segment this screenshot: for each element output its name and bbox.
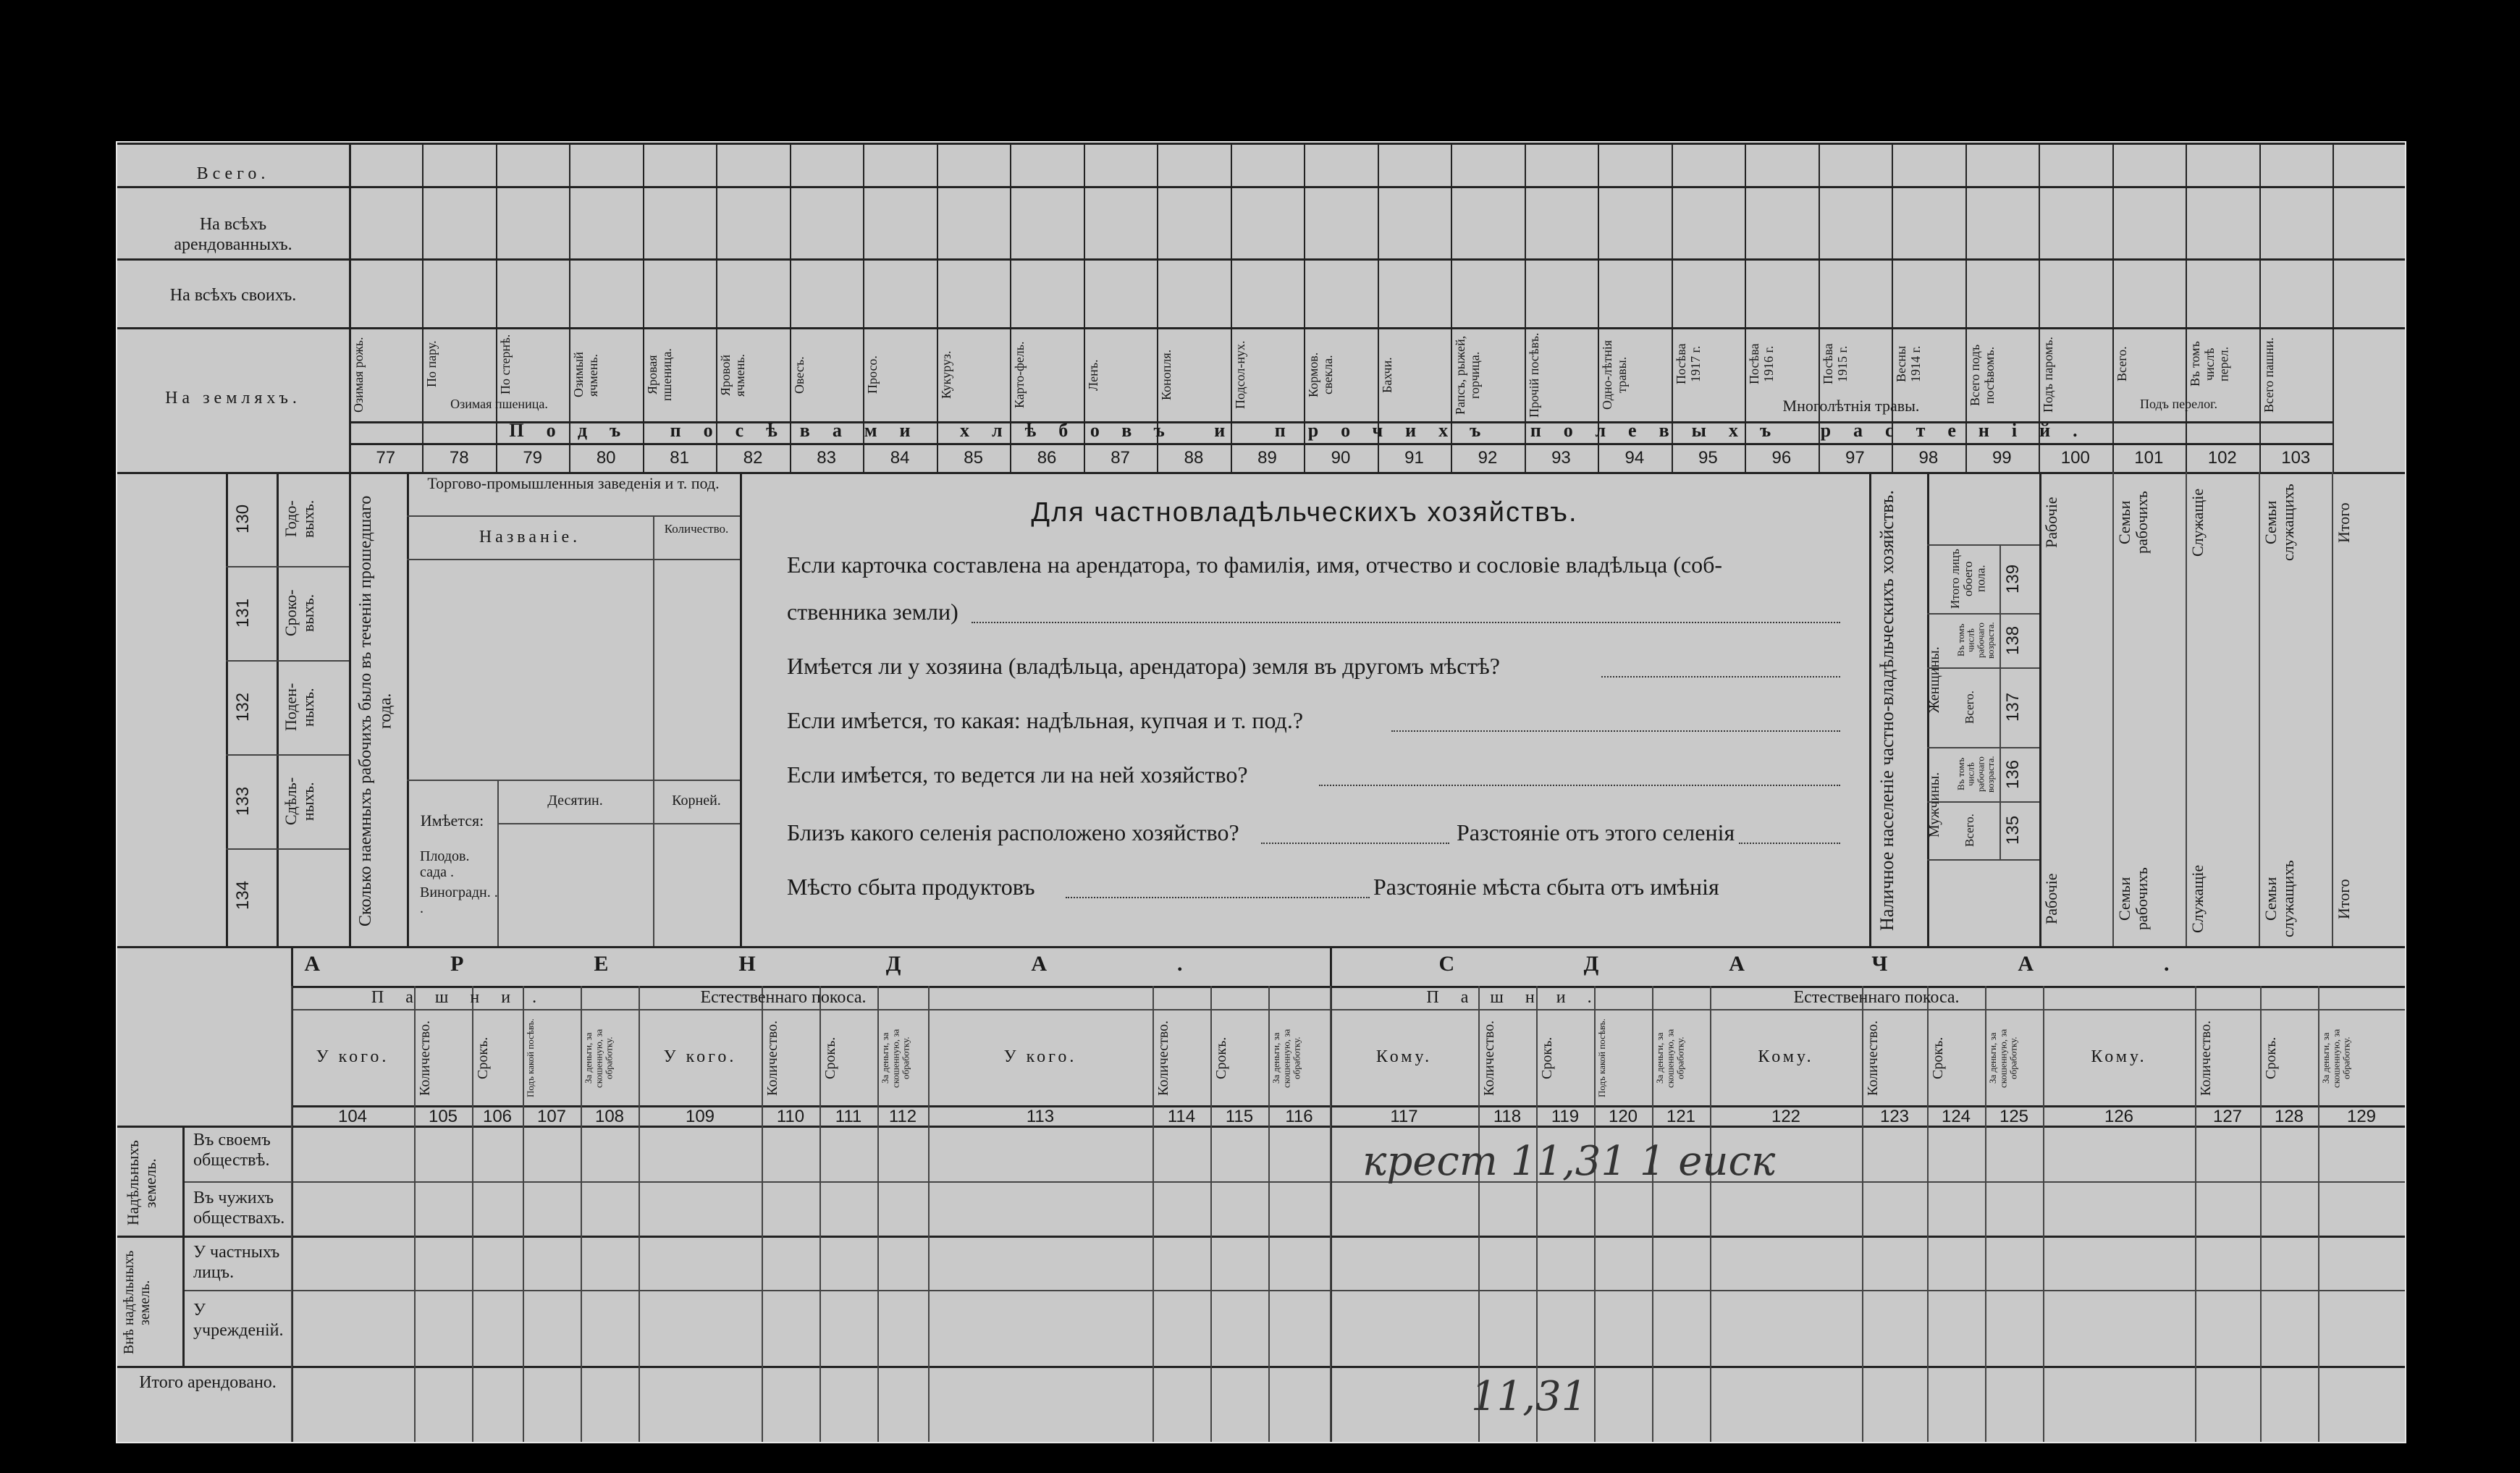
worker-type-label: Поден-ныхъ.	[282, 683, 318, 732]
rental-column-header: За деньги, за скошенную, за обработку.	[1987, 1029, 2019, 1088]
column-number: 78	[449, 448, 469, 468]
perennial-grasses-label: Многолѣтнія травы.	[1782, 397, 1920, 415]
worker-row-number: 130	[233, 504, 253, 534]
rental-column-header: Подъ какой посѣвъ.	[1596, 1018, 1607, 1098]
column-number: 80	[596, 448, 616, 468]
column-number: 123	[1879, 1107, 1910, 1126]
row-label-total: Всего.	[196, 164, 270, 183]
crop-header: Въ томъ числѣ перел.	[2188, 341, 2231, 387]
row-private-persons: У частныхъ лицъ.	[193, 1243, 280, 1282]
population-column-label: Итого	[2335, 879, 2353, 919]
column-number: 77	[376, 448, 396, 468]
population-column-label: Семьи служащихъ	[2262, 860, 2298, 938]
column-number: 114	[1167, 1107, 1196, 1126]
crop-header: Прочій посѣвъ.	[1526, 332, 1541, 418]
column-number: 94	[1624, 448, 1645, 468]
column-number: 97	[1845, 448, 1865, 468]
rental-column-header: У кого.	[316, 1047, 389, 1066]
column-number: 120	[1608, 1107, 1638, 1126]
population-column-label: Семьи служащихъ	[2262, 484, 2298, 562]
rental-column-header: Кому.	[1375, 1047, 1433, 1066]
column-number: 98	[1918, 448, 1939, 468]
pop-num-139: 139	[2003, 564, 2023, 594]
crop-header: Всего.	[2114, 346, 2129, 382]
column-number: 96	[1771, 448, 1792, 468]
crop-header: Рапсъ, рыжей, горчица.	[1453, 335, 1483, 415]
column-number: 111	[835, 1107, 862, 1126]
worker-row-number: 132	[233, 692, 253, 722]
rental-column-header: За деньги, за скошенную, за обработку.	[583, 1029, 615, 1088]
row-other-societies: Въ чужихъ обществахъ.	[193, 1189, 285, 1228]
population-column-label: Итого	[2335, 502, 2353, 543]
column-number: 115	[1225, 1107, 1254, 1126]
vineyard-label: Виноградн. . .	[420, 885, 498, 916]
trade-qty-header: Количество.	[664, 522, 729, 536]
rental-group-label: Пашни.	[1426, 988, 1614, 1007]
rental-column-header: Подъ какой посѣвъ.	[525, 1018, 536, 1098]
private-title: Для частновладѣльческихъ хозяйствъ.	[1031, 497, 1578, 528]
crop-header: Подсол-нух.	[1232, 340, 1247, 410]
pop-num-135: 135	[2003, 815, 2023, 845]
private-q5b: Разстояніе отъ этого селенія	[1457, 819, 1735, 845]
pop-women-total: Всего.	[1963, 691, 1976, 724]
column-number: 116	[1285, 1107, 1313, 1126]
private-q2: Имѣется ли у хозяина (владѣльца, арендатора) земля въ другомъ мѣстѣ?	[787, 653, 1500, 679]
row-label-rented: На всѣхъ арендованныхъ.	[174, 215, 292, 254]
worker-type-label: Годо-выхъ.	[282, 499, 318, 539]
crop-header: По пару.	[424, 340, 439, 388]
handwritten-total: 11,31	[1471, 1373, 1588, 1420]
population-column-label: Служащіе	[2188, 488, 2207, 557]
column-number: 81	[670, 448, 689, 468]
desyatin-header: Десятин.	[547, 793, 603, 809]
column-number: 82	[743, 448, 763, 468]
column-number: 124	[1941, 1107, 1971, 1126]
has-label: Имѣется:	[420, 811, 484, 830]
column-number: 87	[1111, 448, 1130, 468]
pop-men-label: Мужчины.	[1926, 772, 1942, 838]
handwritten-note: крест 11,31 1 еиск	[1362, 1138, 1776, 1185]
column-number: 92	[1478, 448, 1498, 468]
population-vertical-title: Наличное населеніе частно-владѣльческихъ хозяйствъ.	[1876, 490, 1897, 932]
arenda-title: АРЕНДА.	[304, 952, 1313, 976]
column-number: 103	[2281, 448, 2311, 468]
rental-group-label: Естественнаго покоса.	[1793, 988, 1960, 1007]
crop-header: Подъ паромъ.	[2041, 337, 2056, 413]
column-number: 99	[1992, 448, 2012, 468]
trade-title: Торгово-промышленныя заведенія и т. под.	[427, 474, 720, 492]
rental-column-header: Срокъ.	[1539, 1037, 1555, 1080]
rental-column-header: У кого.	[663, 1047, 737, 1066]
allotted-lands-label: Надѣльныхъ земель.	[124, 1140, 160, 1226]
column-number: 119	[1551, 1107, 1580, 1126]
pop-men-working: Въ томъ числѣ рабочаго возраста.	[1955, 756, 1996, 793]
pop-women-working: Въ томъ числѣ рабочаго возраста.	[1955, 622, 1996, 659]
pop-num-136: 136	[2003, 759, 2023, 789]
crop-header: Кормов. свекла.	[1306, 352, 1336, 398]
column-number: 122	[1771, 1107, 1801, 1126]
row-own-society: Въ своемъ обществѣ.	[193, 1131, 271, 1170]
crop-header: Одно-лѣтнія травы.	[1600, 339, 1629, 410]
column-number: 127	[2212, 1107, 2243, 1126]
rental-column-header: За деньги, за скошенную, за обработку.	[1270, 1029, 1302, 1088]
population-column-label: Рабочіе	[2042, 873, 2060, 925]
column-number: 85	[964, 448, 983, 468]
worker-row-number: 134	[233, 880, 253, 911]
rental-column-header: Количество.	[764, 1020, 780, 1097]
crop-header: Посѣва 1917 г.	[1673, 343, 1703, 385]
column-number: 88	[1184, 448, 1204, 468]
rental-column-header: У кого.	[1003, 1047, 1077, 1066]
population-column-label: Семьи рабочихъ	[2115, 867, 2152, 931]
column-number: 90	[1331, 448, 1351, 468]
crop-header: По стернѣ.	[497, 334, 513, 394]
crop-header: Бахчи.	[1379, 357, 1394, 393]
worker-type-label: Сроко-выхъ.	[282, 589, 318, 637]
row-total-rented: Итого арендовано.	[139, 1373, 277, 1392]
column-number: 112	[888, 1107, 917, 1126]
crop-header: Озимый ячмень.	[571, 352, 601, 398]
pop-num-137: 137	[2003, 692, 2023, 722]
crop-header: Конопля.	[1159, 349, 1174, 401]
private-q6: Мѣсто сбыта продуктовъ	[787, 874, 1035, 900]
row-label-own: На всѣхъ своихъ.	[169, 286, 297, 305]
rental-column-header: Количество.	[2198, 1020, 2214, 1097]
column-number: 126	[2104, 1107, 2134, 1126]
worker-type-label: Сдѣль-ныхъ.	[282, 777, 318, 826]
private-q1b: ственника земли)	[787, 599, 958, 625]
rental-group-label: Пашни.	[371, 988, 559, 1007]
crop-header: Посѣва 1915 г.	[1820, 343, 1850, 385]
rental-column-header: За деньги, за скошенную, за обработку.	[880, 1029, 911, 1088]
column-number: 83	[817, 448, 836, 468]
private-q4: Если имѣется, то ведется ли на ней хозяйство?	[787, 761, 1248, 788]
rental-column-header: Срокъ.	[822, 1037, 838, 1080]
private-q1a: Если карточка составлена на арендатора, то фамилія, имя, отчество и сословіе владѣльца (соб-	[787, 552, 1723, 578]
column-number: 109	[685, 1107, 715, 1126]
crop-header: Овесъ.	[791, 356, 806, 394]
pop-men-total: Всего.	[1963, 814, 1976, 847]
worker-row-number: 133	[233, 786, 253, 816]
column-number: 102	[2207, 448, 2237, 468]
fallow-label: Подъ перелог.	[2140, 397, 2217, 411]
crop-header: Яровая пшеница.	[644, 348, 674, 402]
rental-column-header: Количество.	[417, 1020, 433, 1097]
rental-column-header: Срокъ.	[1930, 1037, 1946, 1080]
pop-total-label: Итого лицъ обоего пола.	[1948, 549, 1988, 609]
rental-column-header: Срокъ.	[2263, 1037, 2279, 1080]
column-number: 93	[1551, 448, 1571, 468]
crop-header: Посѣва 1916 г.	[1747, 343, 1776, 385]
column-number: 117	[1390, 1107, 1418, 1126]
orchard-label: Плодов. сада .	[420, 848, 470, 880]
column-number: 84	[890, 448, 910, 468]
sdacha-title: СДАЧА.	[1438, 952, 2300, 976]
crop-header: Всего пашни.	[2261, 337, 2276, 413]
rental-column-header: Количество.	[1865, 1020, 1881, 1097]
population-column-label: Служащіе	[2188, 864, 2207, 934]
column-number: 121	[1666, 1107, 1696, 1126]
column-number: 107	[536, 1107, 567, 1126]
column-number: 95	[1698, 448, 1718, 468]
column-number: 129	[2346, 1107, 2377, 1126]
column-number: 100	[2060, 448, 2090, 468]
pop-women-label: Женщины.	[1926, 646, 1942, 714]
non-allotted-lands-label: Внѣ надѣльныхъ земель.	[121, 1250, 153, 1355]
hired-workers-question: Сколько наемныхъ рабочихъ было въ теченіи прошедшаго года.	[356, 495, 395, 927]
rental-column-header: Срокъ.	[1213, 1037, 1229, 1080]
crop-header: Просо.	[865, 355, 880, 394]
crop-header: Озимая рожь.	[351, 337, 366, 413]
private-q6b: Разстояніе мѣста сбыта отъ имѣнія	[1373, 874, 1719, 900]
rental-column-header: За деньги, за скошенную, за обработку.	[1654, 1029, 1686, 1088]
private-q3: Если имѣется, то какая: надѣльная, купчая и т. под.?	[787, 707, 1304, 733]
population-column-label: Рабочіе	[2042, 497, 2060, 549]
column-number: 118	[1493, 1107, 1522, 1126]
crop-header: Яровой ячмень.	[718, 353, 748, 397]
rental-column-header: Количество.	[1481, 1020, 1497, 1097]
row-institutions: У учрежденій.	[193, 1301, 284, 1340]
census-card	[116, 141, 2406, 1443]
rental-column-header: Количество.	[1155, 1020, 1171, 1097]
rental-column-header: Срокъ.	[475, 1037, 491, 1080]
trade-name-header: Названіе.	[479, 528, 581, 546]
column-number: 79	[523, 448, 543, 468]
column-number: 89	[1257, 448, 1277, 468]
crop-header: Весны 1914 г.	[1894, 345, 1923, 383]
population-column-label: Семьи рабочихъ	[2115, 491, 2152, 554]
column-number: 113	[1026, 1107, 1055, 1126]
rental-column-header: За деньги, за скошенную, за обработку.	[2320, 1029, 2352, 1088]
pop-num-138: 138	[2003, 625, 2023, 655]
crop-header: Ленъ.	[1085, 359, 1100, 391]
sowing-banner: Подъ посѣвами хлѣбовъ и прочихъ полевыхъ растеній.	[509, 420, 2100, 441]
rental-column-header: Кому.	[2091, 1047, 2147, 1066]
private-q5: Близъ какого селенія расположено хозяйство?	[787, 819, 1239, 845]
crop-header: Кукуруз.	[938, 350, 953, 400]
crop-header: Карто-фель.	[1012, 341, 1027, 409]
column-number: 128	[2274, 1107, 2304, 1126]
roots-header: Корней.	[672, 793, 721, 809]
column-number: 104	[337, 1107, 368, 1126]
column-number: 125	[1999, 1107, 2029, 1126]
column-number: 110	[776, 1107, 805, 1126]
column-number: 108	[594, 1107, 625, 1126]
winter-wheat-label: Озимая пшеница.	[450, 397, 548, 411]
column-number: 106	[482, 1107, 513, 1126]
column-number: 101	[2134, 448, 2164, 468]
rental-group-label: Естественнаго покоса.	[700, 988, 867, 1007]
rental-column-header: Кому.	[1758, 1047, 1814, 1066]
column-number: 105	[428, 1107, 458, 1126]
column-number: 91	[1404, 448, 1424, 468]
crop-header: Всего подъ посѣвомъ.	[1967, 344, 1997, 406]
worker-row-number: 131	[233, 598, 253, 628]
column-number: 86	[1037, 448, 1057, 468]
row-label-on-lands: На земляхъ.	[165, 389, 301, 408]
